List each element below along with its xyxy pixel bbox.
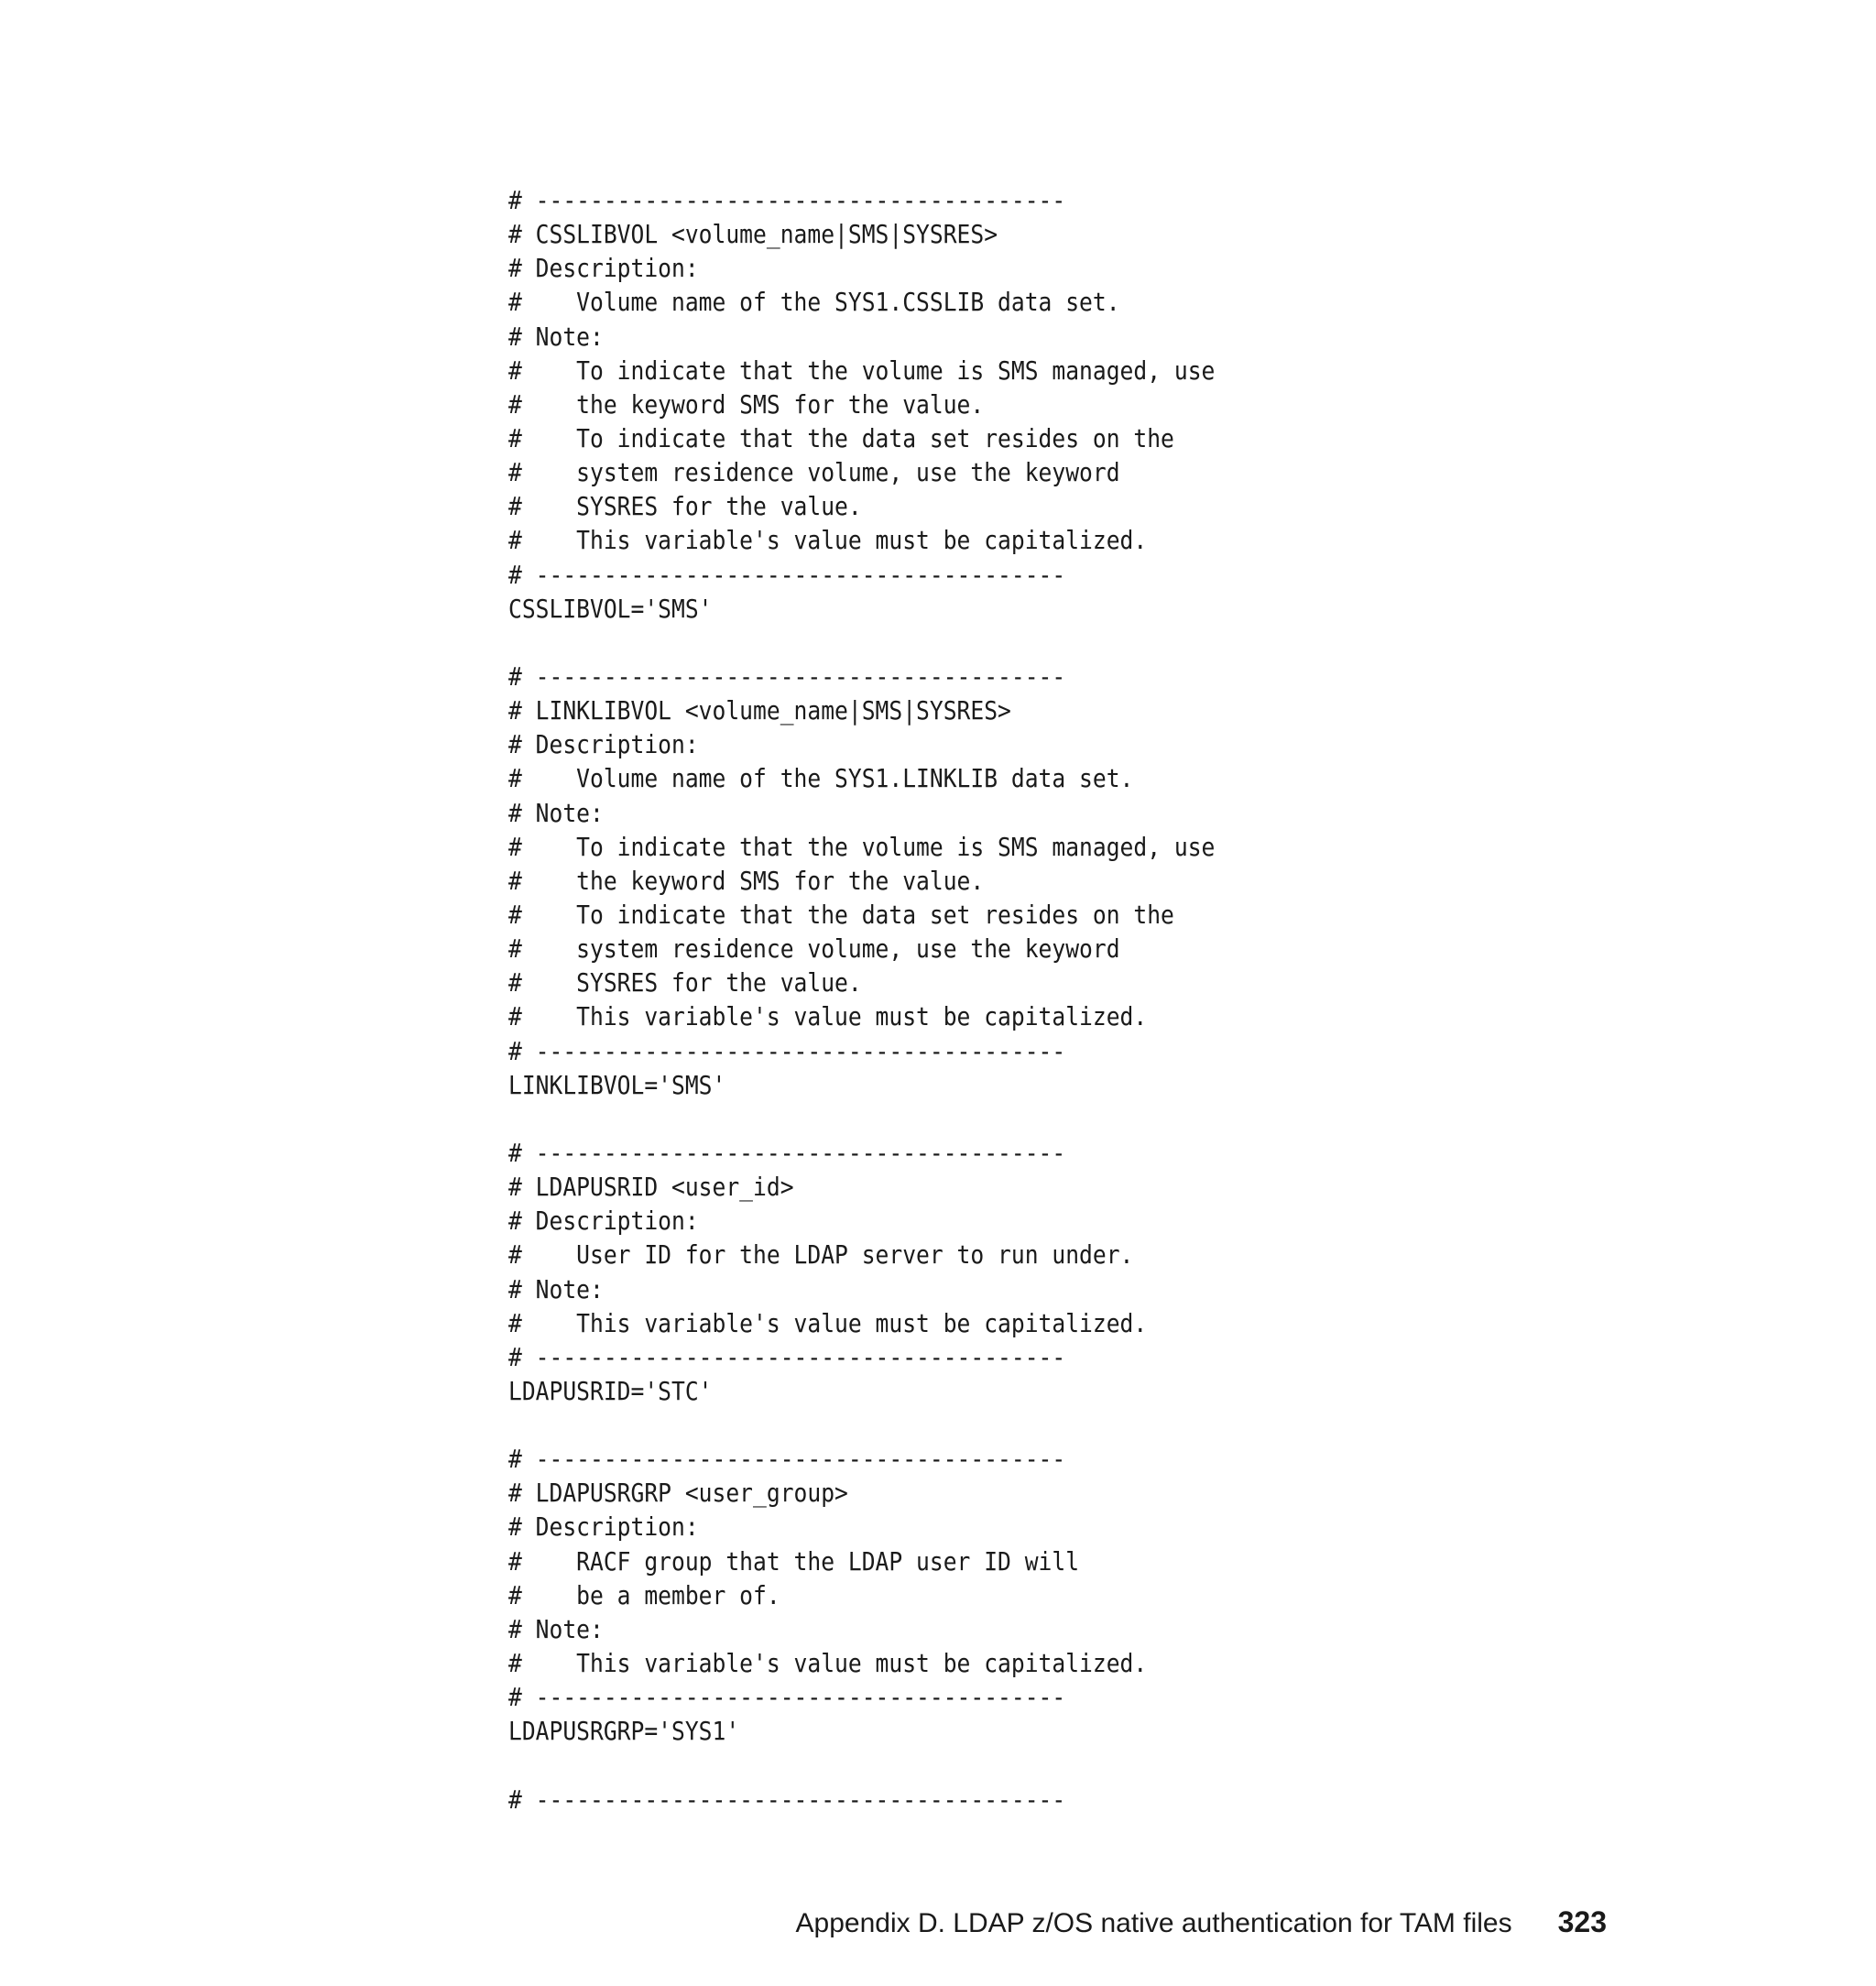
code-line: # --------------------------------------- <box>508 1137 1066 1168</box>
code-line: # --------------------------------------- <box>508 1682 1066 1713</box>
code-line: # SYSRES for the value. <box>508 967 862 998</box>
code-line: # Description: <box>508 253 699 284</box>
code-line <box>508 1748 1215 1782</box>
code-line: # Note: <box>508 797 604 828</box>
code-line: # This variable's value must be capitalized. <box>508 1648 1148 1679</box>
code-line: # --------------------------------------- <box>508 660 1066 692</box>
code-line: # To indicate that the volume is SMS managed, use <box>508 355 1216 386</box>
code-line <box>508 1408 1215 1442</box>
code-line: # Volume name of the SYS1.LINKLIB data set. <box>508 763 1134 794</box>
page-footer <box>0 1905 1607 1939</box>
code-line: # system residence volume, use the keyword <box>508 457 1120 488</box>
code-line <box>508 626 1215 660</box>
code-line: CSSLIBVOL='SMS' <box>508 593 713 624</box>
code-line: # This variable's value must be capitalized. <box>508 1001 1148 1032</box>
code-line: # the keyword SMS for the value. <box>508 865 985 896</box>
code-line: # Volume name of the SYS1.CSSLIB data set. <box>508 287 1120 318</box>
code-line: # --------------------------------------- <box>508 1444 1066 1475</box>
code-line: # the keyword SMS for the value. <box>508 388 985 420</box>
page-number: 323 <box>1557 1905 1607 1938</box>
footer-title: Appendix D. LDAP z/OS native authentication for TAM files <box>795 1908 1512 1938</box>
code-line: # Description: <box>508 1206 699 1237</box>
code-line: # --------------------------------------- <box>508 559 1066 590</box>
code-line: # --------------------------------------- <box>508 185 1066 215</box>
code-line: # User ID for the LDAP server to run under. <box>508 1239 1134 1271</box>
code-line: # SYSRES for the value. <box>508 491 862 522</box>
code-line: # This variable's value must be capitalized. <box>508 525 1148 556</box>
code-line: LDAPUSRGRP='SYS1' <box>508 1716 740 1747</box>
code-line: # Description: <box>508 1511 699 1543</box>
code-line: # To indicate that the data set resides on the <box>508 899 1174 930</box>
code-line: # Note: <box>508 1273 604 1304</box>
code-line: # This variable's value must be capitalized. <box>508 1307 1148 1338</box>
code-line: # RACF group that the LDAP user ID will <box>508 1545 1080 1577</box>
code-line: LINKLIBVOL='SMS' <box>508 1069 726 1100</box>
code-line: # Description: <box>508 729 699 760</box>
code-line: # To indicate that the data set resides on the <box>508 422 1174 453</box>
code-line: # be a member of. <box>508 1579 780 1610</box>
code-line: # LDAPUSRID <user_id> <box>508 1172 794 1203</box>
code-line: # LDAPUSRGRP <user_group> <box>508 1478 848 1509</box>
code-line: # --------------------------------------- <box>508 1784 1066 1815</box>
code-line: # Note: <box>508 1613 604 1644</box>
code-line: # --------------------------------------- <box>508 1035 1066 1066</box>
code-line: # CSSLIBVOL <volume_name|SMS|SYSRES> <box>508 219 998 250</box>
code-line: # Note: <box>508 321 604 352</box>
code-line <box>508 1102 1215 1136</box>
code-listing <box>508 183 1312 1830</box>
code-line: # To indicate that the volume is SMS managed, use <box>508 831 1216 862</box>
code-line: LDAPUSRID='STC' <box>508 1375 713 1406</box>
code-line: # LINKLIBVOL <volume_name|SMS|SYSRES> <box>508 695 1011 726</box>
code-line: # --------------------------------------- <box>508 1341 1066 1372</box>
code-line: # system residence volume, use the keyword <box>508 933 1120 965</box>
